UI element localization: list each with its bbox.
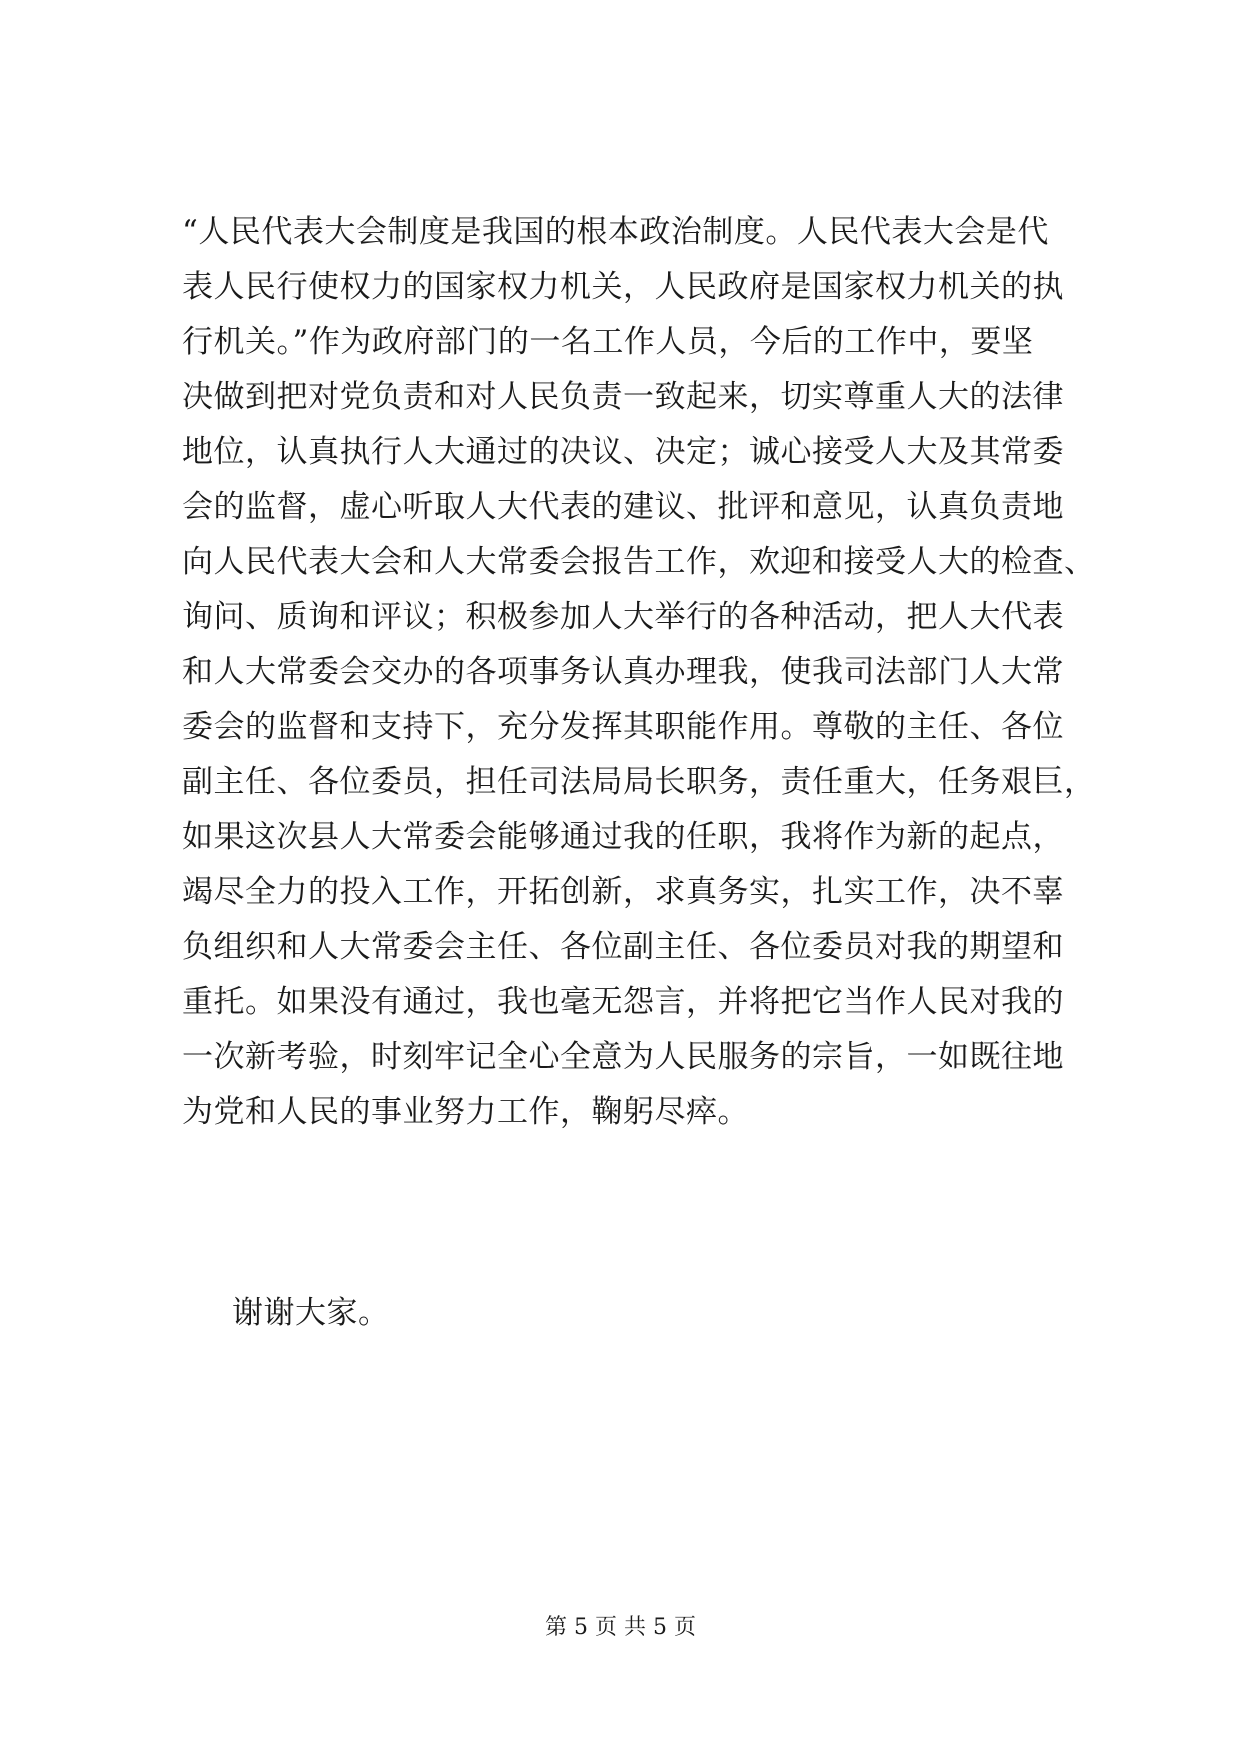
text-line: 如果这次县人大常委会能够通过我的任职，我将作为新的起点， — [182, 819, 1064, 855]
text-line: 重托。如果没有通过，我也毫无怨言，并将把它当作人民对我的 — [182, 984, 1064, 1020]
text-line: 委会的监督和支持下，充分发挥其职能作用。尊敬的主任、各位 — [182, 709, 1064, 745]
text-line: 负组织和人大常委会主任、各位副主任、各位委员对我的期望和 — [182, 929, 1064, 965]
text-line: 地位，认真执行人大通过的决议、决定；诚心接受人大及其常委 — [182, 434, 1064, 470]
page-number-footer: 第 5 页 共 5 页 — [545, 1615, 696, 1640]
text-line: 行机关。”作为政府部门的一名工作人员，今后的工作中，要坚 — [182, 324, 1034, 360]
text-line: 会的监督，虚心听取人大代表的建议、批评和意见，认真负责地 — [182, 489, 1064, 525]
text-line: 决做到把对党负责和对人民负责一致起来，切实尊重人大的法律 — [182, 379, 1064, 415]
body-paragraph — [182, 205, 1096, 1140]
text-line: 和人大常委会交办的各项事务认真办理我，使我司法部门人大常 — [182, 654, 1064, 690]
text-line: 询问、质询和评议；积极参加人大举行的各种活动，把人大代表 — [182, 599, 1064, 635]
text-line: 为党和人民的事业努力工作，鞠躬尽瘁。 — [182, 1094, 749, 1130]
text-line: 副主任、各位委员，担任司法局局长职务，责任重大，任务艰巨， — [182, 764, 1096, 800]
text-line: 竭尽全力的投入工作，开拓创新，求真务实，扎实工作，决不辜 — [182, 874, 1064, 910]
text-line: 向人民代表大会和人大常委会报告工作，欢迎和接受人大的检查、 — [182, 544, 1096, 580]
text-line: “人民代表大会制度是我国的根本政治制度。人民代表大会是代 — [182, 214, 1049, 250]
text-line: 表人民行使权力的国家权力机关，人民政府是国家权力机关的执 — [182, 269, 1064, 305]
text-line: 一次新考验，时刻牢记全心全意为人民服务的宗旨，一如既往地 — [182, 1039, 1064, 1075]
closing-remark: 谢谢大家。 — [232, 1295, 390, 1331]
